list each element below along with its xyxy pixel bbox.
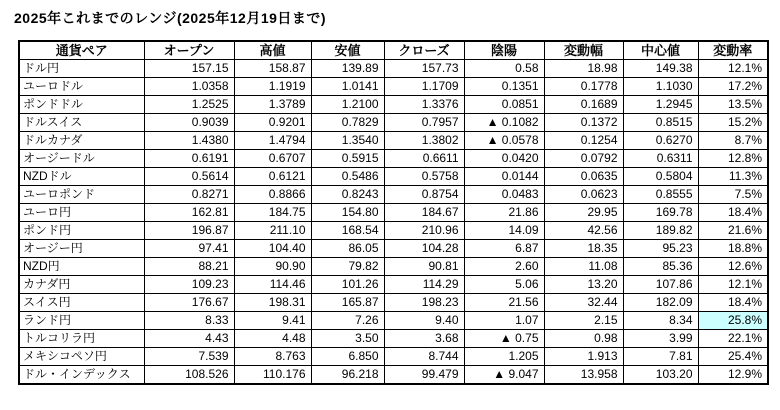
cell-low: 0.8243 <box>311 186 384 204</box>
cell-yinyang: 21.56 <box>464 294 544 312</box>
cell-low: 7.26 <box>311 312 384 330</box>
cell-open: 1.2525 <box>144 96 234 114</box>
cell-open: 0.8271 <box>144 186 234 204</box>
cell-rate: 18.4% <box>698 204 768 222</box>
cell-high: 0.9201 <box>234 114 311 132</box>
cell-yinyang: ▲ 0.75 <box>464 330 544 348</box>
cell-rate: 17.2% <box>698 78 768 96</box>
cell-high: 0.6707 <box>234 150 311 168</box>
cell-pair: オージードル <box>19 150 144 168</box>
cell-pair: NZD円 <box>19 258 144 276</box>
cell-open: 0.5614 <box>144 168 234 186</box>
cell-open: 1.4380 <box>144 132 234 150</box>
cell-rate: 12.1% <box>698 60 768 78</box>
table-row <box>19 204 768 222</box>
cell-close: 114.29 <box>384 276 464 294</box>
cell-pair: ユーロ円 <box>19 204 144 222</box>
cell-low: 1.2100 <box>311 96 384 114</box>
cell-close: 0.6611 <box>384 150 464 168</box>
cell-pair: オージー円 <box>19 240 144 258</box>
column-header-yinyang: 陰陽 <box>464 41 544 60</box>
cell-high: 158.87 <box>234 60 311 78</box>
cell-high: 0.8866 <box>234 186 311 204</box>
cell-range: 29.95 <box>544 204 623 222</box>
cell-center: 0.8515 <box>623 114 698 132</box>
cell-high: 90.90 <box>234 258 311 276</box>
cell-open: 1.0358 <box>144 78 234 96</box>
cell-yinyang: 0.58 <box>464 60 544 78</box>
cell-close: 157.73 <box>384 60 464 78</box>
column-header-range: 変動幅 <box>544 41 623 60</box>
cell-center: 189.82 <box>623 222 698 240</box>
cell-center: 85.36 <box>623 258 698 276</box>
cell-pair: ドルカナダ <box>19 132 144 150</box>
cell-center: 149.38 <box>623 60 698 78</box>
cell-close: 198.23 <box>384 294 464 312</box>
cell-high: 4.48 <box>234 330 311 348</box>
cell-rate: 25.4% <box>698 348 768 366</box>
cell-high: 184.75 <box>234 204 311 222</box>
cell-low: 0.7829 <box>311 114 384 132</box>
cell-rate-highlighted: 25.8% <box>698 312 768 330</box>
cell-rate: 12.1% <box>698 276 768 294</box>
cell-close: 184.67 <box>384 204 464 222</box>
column-header-rate: 変動率 <box>698 41 768 60</box>
cell-close: 9.40 <box>384 312 464 330</box>
cell-yinyang: 0.1351 <box>464 78 544 96</box>
cell-high: 114.46 <box>234 276 311 294</box>
cell-pair: カナダ円 <box>19 276 144 294</box>
cell-yinyang: 1.205 <box>464 348 544 366</box>
cell-low: 1.3540 <box>311 132 384 150</box>
cell-yinyang: 0.0144 <box>464 168 544 186</box>
cell-range: 0.98 <box>544 330 623 348</box>
cell-center: 107.86 <box>623 276 698 294</box>
cell-range: 0.0635 <box>544 168 623 186</box>
cell-rate: 11.3% <box>698 168 768 186</box>
cell-pair: ユーロポンド <box>19 186 144 204</box>
cell-open: 88.21 <box>144 258 234 276</box>
column-header-center: 中心値 <box>623 41 698 60</box>
cell-range: 0.1778 <box>544 78 623 96</box>
cell-close: 3.68 <box>384 330 464 348</box>
cell-close: 90.81 <box>384 258 464 276</box>
cell-center: 103.20 <box>623 366 698 385</box>
cell-pair: ドルスイス <box>19 114 144 132</box>
table-row <box>19 294 768 312</box>
cell-high: 1.3789 <box>234 96 311 114</box>
cell-range: 1.913 <box>544 348 623 366</box>
cell-rate: 8.7% <box>698 132 768 150</box>
column-header-open: オープン <box>144 41 234 60</box>
cell-open: 97.41 <box>144 240 234 258</box>
cell-high: 9.41 <box>234 312 311 330</box>
cell-range: 0.1254 <box>544 132 623 150</box>
cell-high: 8.763 <box>234 348 311 366</box>
cell-close: 8.744 <box>384 348 464 366</box>
table-row <box>19 96 768 114</box>
cell-close: 1.3802 <box>384 132 464 150</box>
cell-yinyang: 1.07 <box>464 312 544 330</box>
table-row <box>19 132 768 150</box>
header-row <box>19 41 768 60</box>
cell-pair: ドル・インデックス <box>19 366 144 385</box>
cell-range: 13.20 <box>544 276 623 294</box>
table-row <box>19 60 768 78</box>
cell-pair: ポンド円 <box>19 222 144 240</box>
cell-low: 6.850 <box>311 348 384 366</box>
cell-rate: 21.6% <box>698 222 768 240</box>
cell-range: 0.1689 <box>544 96 623 114</box>
cell-yinyang: 2.60 <box>464 258 544 276</box>
cell-rate: 22.1% <box>698 330 768 348</box>
cell-yinyang: 0.0851 <box>464 96 544 114</box>
cell-open: 176.67 <box>144 294 234 312</box>
table-row <box>19 168 768 186</box>
cell-low: 96.218 <box>311 366 384 385</box>
cell-low: 165.87 <box>311 294 384 312</box>
cell-high: 110.176 <box>234 366 311 385</box>
cell-center: 0.8555 <box>623 186 698 204</box>
table-row <box>19 366 768 385</box>
cell-close: 104.28 <box>384 240 464 258</box>
cell-rate: 12.8% <box>698 150 768 168</box>
cell-range: 11.08 <box>544 258 623 276</box>
cell-rate: 18.8% <box>698 240 768 258</box>
table-row <box>19 78 768 96</box>
cell-range: 0.0792 <box>544 150 623 168</box>
cell-close: 0.7957 <box>384 114 464 132</box>
cell-yinyang: 6.87 <box>464 240 544 258</box>
cell-range: 18.35 <box>544 240 623 258</box>
column-header-high: 高値 <box>234 41 311 60</box>
table-row <box>19 330 768 348</box>
cell-range: 32.44 <box>544 294 623 312</box>
cell-close: 0.8754 <box>384 186 464 204</box>
fx-range-table <box>18 40 769 385</box>
cell-pair: NZDドル <box>19 168 144 186</box>
cell-range: 2.15 <box>544 312 623 330</box>
cell-range: 42.56 <box>544 222 623 240</box>
cell-open: 196.87 <box>144 222 234 240</box>
page-title: 2025年これまでのレンジ(2025年12月19日まで) <box>14 10 327 26</box>
column-header-close: クローズ <box>384 41 464 60</box>
cell-center: 0.5804 <box>623 168 698 186</box>
table-header <box>19 41 768 60</box>
cell-center: 95.23 <box>623 240 698 258</box>
cell-open: 8.33 <box>144 312 234 330</box>
table-row <box>19 114 768 132</box>
cell-close: 0.5758 <box>384 168 464 186</box>
cell-low: 139.89 <box>311 60 384 78</box>
cell-center: 3.99 <box>623 330 698 348</box>
cell-low: 0.5486 <box>311 168 384 186</box>
cell-open: 0.9039 <box>144 114 234 132</box>
cell-yinyang: 0.0483 <box>464 186 544 204</box>
table-row <box>19 222 768 240</box>
cell-low: 86.05 <box>311 240 384 258</box>
cell-high: 104.40 <box>234 240 311 258</box>
cell-low: 168.54 <box>311 222 384 240</box>
cell-low: 0.5915 <box>311 150 384 168</box>
cell-center: 1.1030 <box>623 78 698 96</box>
table-row <box>19 150 768 168</box>
cell-open: 108.526 <box>144 366 234 385</box>
cell-pair: ランド円 <box>19 312 144 330</box>
cell-pair: トルコリラ円 <box>19 330 144 348</box>
cell-range: 13.958 <box>544 366 623 385</box>
cell-rate: 13.5% <box>698 96 768 114</box>
cell-open: 0.6191 <box>144 150 234 168</box>
cell-center: 182.09 <box>623 294 698 312</box>
cell-low: 3.50 <box>311 330 384 348</box>
cell-center: 7.81 <box>623 348 698 366</box>
cell-rate: 12.6% <box>698 258 768 276</box>
cell-yinyang: ▲ 0.1082 <box>464 114 544 132</box>
cell-close: 210.96 <box>384 222 464 240</box>
table-row <box>19 186 768 204</box>
cell-yinyang: 14.09 <box>464 222 544 240</box>
cell-high: 211.10 <box>234 222 311 240</box>
cell-low: 79.82 <box>311 258 384 276</box>
cell-center: 0.6270 <box>623 132 698 150</box>
cell-center: 0.6311 <box>623 150 698 168</box>
cell-low: 1.0141 <box>311 78 384 96</box>
cell-high: 198.31 <box>234 294 311 312</box>
cell-rate: 15.2% <box>698 114 768 132</box>
cell-open: 157.15 <box>144 60 234 78</box>
cell-yinyang: ▲ 0.0578 <box>464 132 544 150</box>
cell-close: 1.1709 <box>384 78 464 96</box>
cell-high: 0.6121 <box>234 168 311 186</box>
cell-yinyang: 5.06 <box>464 276 544 294</box>
cell-center: 169.78 <box>623 204 698 222</box>
cell-range: 18.98 <box>544 60 623 78</box>
table-row <box>19 240 768 258</box>
cell-center: 1.2945 <box>623 96 698 114</box>
cell-rate: 12.9% <box>698 366 768 385</box>
cell-yinyang: 0.0420 <box>464 150 544 168</box>
cell-low: 101.26 <box>311 276 384 294</box>
cell-open: 4.43 <box>144 330 234 348</box>
cell-high: 1.4794 <box>234 132 311 150</box>
table-row <box>19 348 768 366</box>
cell-pair: ポンドドル <box>19 96 144 114</box>
cell-pair: スイス円 <box>19 294 144 312</box>
cell-pair: ドル円 <box>19 60 144 78</box>
table-row <box>19 258 768 276</box>
cell-range: 0.0623 <box>544 186 623 204</box>
cell-center: 8.34 <box>623 312 698 330</box>
cell-yinyang: 21.86 <box>464 204 544 222</box>
cell-close: 99.479 <box>384 366 464 385</box>
column-header-pair: 通貨ペア <box>19 41 144 60</box>
cell-yinyang: ▲ 9.047 <box>464 366 544 385</box>
cell-low: 154.80 <box>311 204 384 222</box>
cell-close: 1.3376 <box>384 96 464 114</box>
cell-rate: 7.5% <box>698 186 768 204</box>
cell-high: 1.1919 <box>234 78 311 96</box>
table-row <box>19 312 768 330</box>
cell-open: 109.23 <box>144 276 234 294</box>
cell-open: 162.81 <box>144 204 234 222</box>
cell-pair: ユーロドル <box>19 78 144 96</box>
cell-rate: 18.4% <box>698 294 768 312</box>
cell-pair: メキシコペソ円 <box>19 348 144 366</box>
cell-range: 0.1372 <box>544 114 623 132</box>
cell-open: 7.539 <box>144 348 234 366</box>
table-row <box>19 276 768 294</box>
column-header-low: 安値 <box>311 41 384 60</box>
table-body <box>19 60 768 385</box>
